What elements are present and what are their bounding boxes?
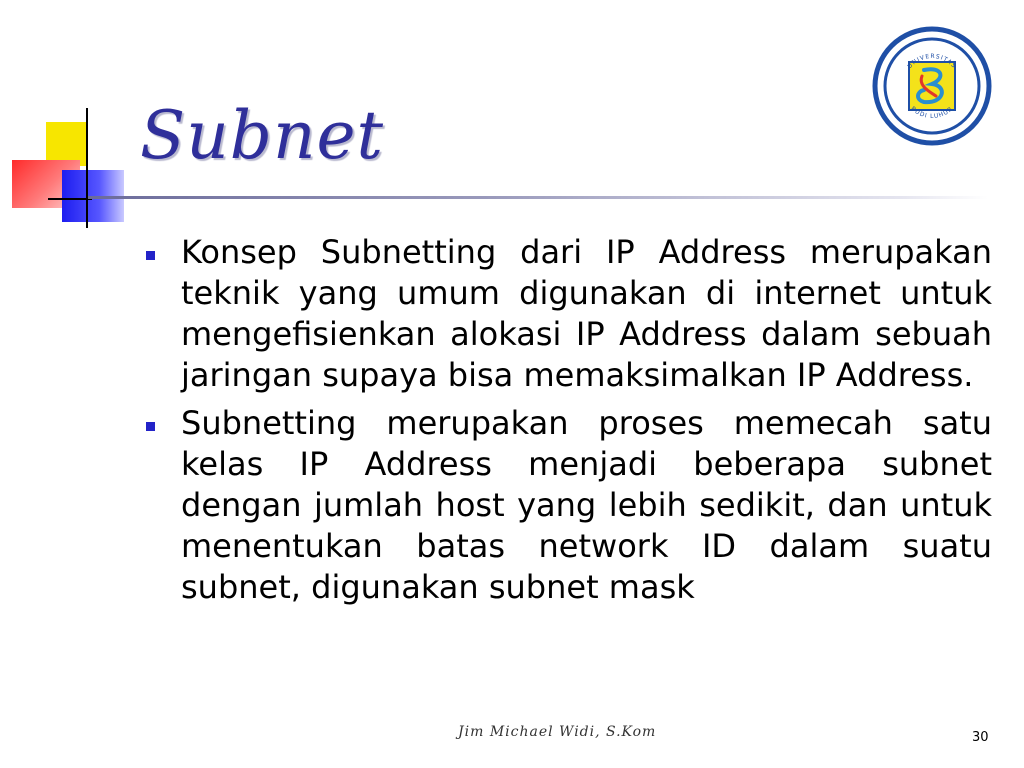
square-bullet-icon — [146, 251, 155, 260]
slide-footer-author: Jim Michael Widi, S.Kom — [458, 724, 657, 740]
university-logo — [872, 26, 992, 146]
slide-title: Subnet — [140, 97, 385, 174]
decor-horizontal-line — [48, 198, 92, 200]
bullet-item — [140, 403, 992, 608]
square-bullet-icon — [146, 422, 155, 431]
title-underline-rule — [88, 196, 988, 199]
bullet-item — [140, 232, 992, 396]
decor-vertical-line — [86, 108, 88, 228]
slide-content — [140, 232, 992, 615]
logo-text-bottom: BUDI LUHUR — [909, 105, 955, 121]
slide-page-number: 30 — [972, 730, 989, 745]
logo-text-top: UNIVERSITAS — [906, 52, 958, 70]
bullet-text: Konsep Subnetting dari IP Address merupakan teknik yang umum digunakan di internet untuk mengefisienkan alokasi IP Address dalam sebuah jaringan supaya bisa memaksimalkan IP Address. — [181, 233, 992, 394]
bullet-text: Subnetting merupakan proses memecah satu kelas IP Address menjadi beberapa subnet dengan jumlah host yang lebih sedikit, dan untuk menentukan batas network ID dalam suatu subnet, digunakan subnet mask — [181, 404, 992, 606]
